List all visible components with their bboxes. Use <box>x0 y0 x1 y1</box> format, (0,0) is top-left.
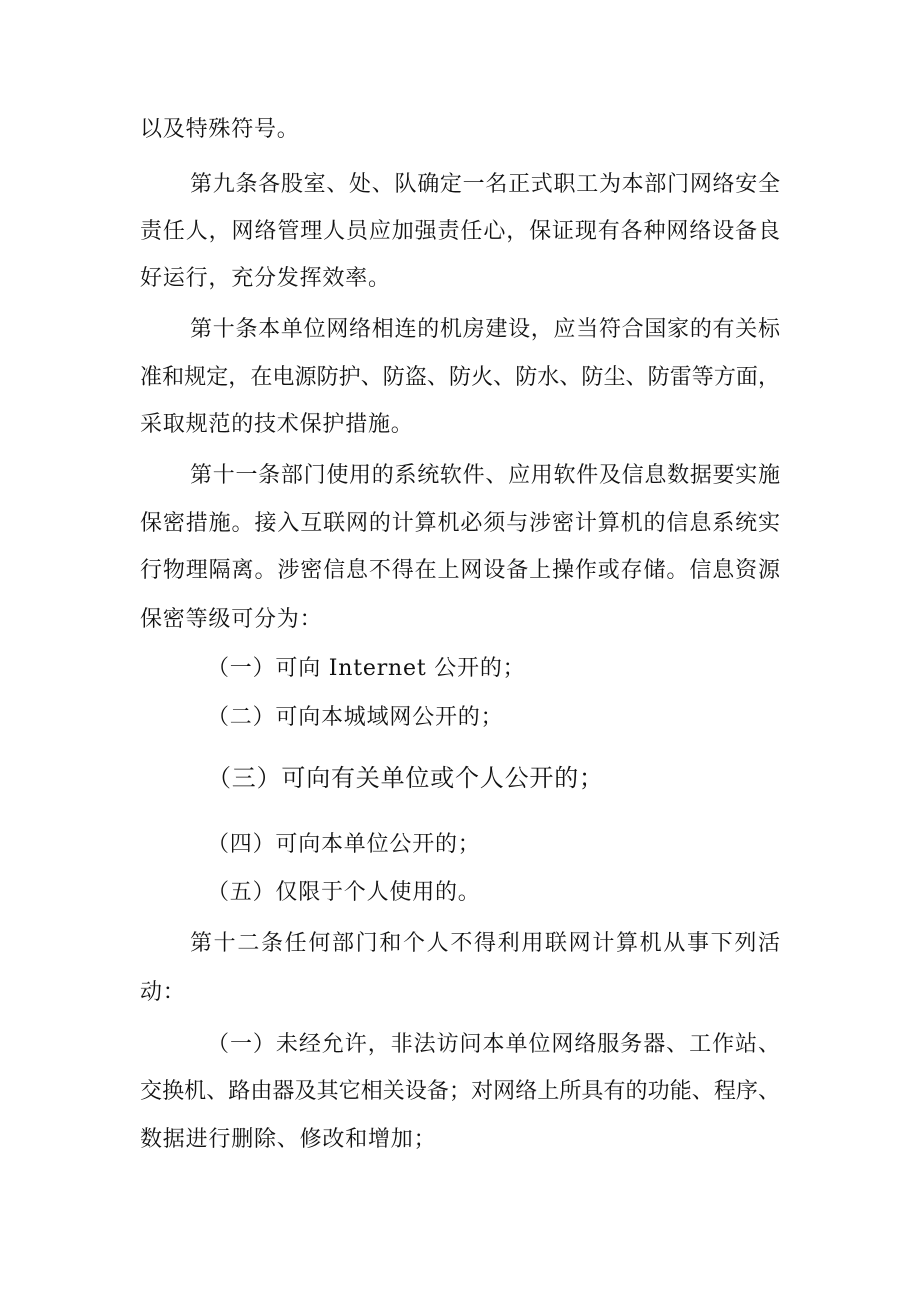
list-item: （四）可向本单位公开的； <box>207 832 481 857</box>
article-11-heading-line: 第十一条部门使用的系统软件、应用软件及信息数据要实施 <box>190 463 780 488</box>
article-10-heading-line: 第十条本单位网络相连的机房建设，应当符合国家的有关标 <box>190 317 780 342</box>
text-line: 采取规范的技术保护措施。 <box>140 412 414 437</box>
list-item: （五）仅限于个人使用的。 <box>207 880 481 905</box>
list-item: （一）未经允许，非法访问本单位网络服务器、工作站、 <box>207 1032 780 1057</box>
list-item: （二）可向本城域网公开的； <box>207 705 504 730</box>
text-line: 交换机、路由器及其它相关设备；对网络上所具有的功能、程序、 <box>140 1079 780 1104</box>
text-line: 责任人，网络管理人员应加强责任心，保证现有各种网络设备良 <box>140 219 780 244</box>
text-line: 行物理隔离。涉密信息不得在上网设备上操作或存储。信息资源 <box>140 558 780 583</box>
text-line: 保密等级可分为： <box>140 607 323 632</box>
article-12-heading-line: 第十二条任何部门和个人不得利用联网计算机从事下列活 <box>190 931 780 956</box>
list-item: （一）可向 Internet 公开的； <box>207 656 526 681</box>
article-9-heading-line: 第九条各股室、处、队确定一名正式职工为本部门网络安全 <box>190 172 780 197</box>
text-line: 数据进行删除、修改和增加； <box>140 1127 437 1152</box>
text-line: 好运行，充分发挥效率。 <box>140 266 391 291</box>
text-line: 动： <box>140 980 186 1005</box>
text-line: 准和规定，在电源防护、防盗、防火、防水、防尘、防雷等方面， <box>140 365 780 390</box>
text-line: 以及特殊符号。 <box>140 117 300 142</box>
text-line: 保密措施。接入互联网的计算机必须与涉密计算机的信息系统实 <box>140 511 780 536</box>
list-item: （三）可向有关单位或个人公开的； <box>207 764 604 792</box>
